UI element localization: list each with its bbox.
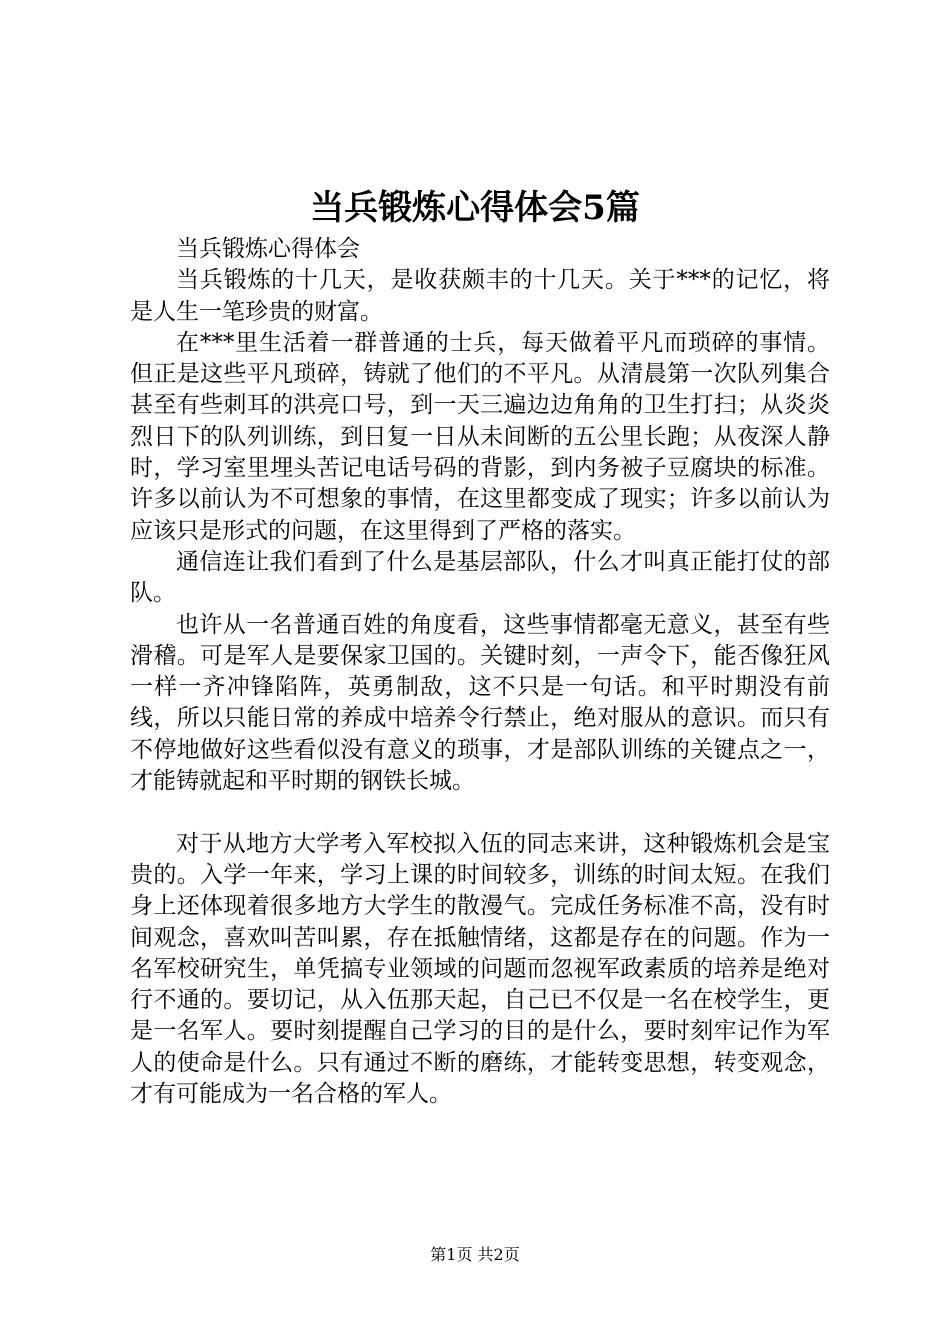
document-body [130, 234, 830, 1110]
paragraph: 通信连让我们看到了什么是基层部队，什么才叫真正能打仗的部队。 [130, 548, 830, 607]
document-title: 当兵锻炼心得体会5篇 [310, 188, 640, 228]
paragraph: 也许从一名普通百姓的角度看，这些事情都毫无意义，甚至有些滑稽。可是军人是要保家卫国的。关键时刻，一声令下，能否像狂风一样一齐冲锋陷阵，英勇制敌，这不只是一句话。和平时期没有前线，所以只能日常的养成中培养令行禁止，绝对服从的意识。而只有不停地做好这些看似没有意义的琐事，才是部队训练的关键点之一，才能铸就起和平时期的钢铁长城。 [130, 611, 830, 795]
paragraph: 对于从地方大学考入军校拟入伍的同志来讲，这种锻炼机会是宝贵的。入学一年来，学习上课的时间较多，训练的时间太短。在我们身上还体现着很多地方大学生的散漫气。完成任务标准不高，没有时间观念，喜欢叫苦叫累，存在抵触情绪，这都是存在的问题。作为一名军校研究生，单凭搞专业领域的问题而忽视军政素质的培养是绝对行不通的。要切记，从入伍那天起，自己已不仅是一名在校学生，更是一名军人。要时刻提醒自己学习的目的是什么，要时刻牢记作为军人的使命是什么。只有通过不断的磨练，才能转变思想，转变观念，才有可能成为一名合格的军人。 [130, 830, 830, 1108]
paragraph-subtitle: 当兵锻炼心得体会 [176, 236, 360, 262]
paragraph: 在***里生活着一群普通的士兵，每天做着平凡而琐碎的事情。但正是这些平凡琐碎，铸就了他们的不平凡。从清晨第一次队列集合甚至有些刺耳的洪亮口号，到一天三遍边边角角的卫生打扫；从炎炎烈日下的队列训练，到日复一日从未间断的五公里长跑；从夜深人静时，学习室里埋头苦记电话号码的背影，到内务被子豆腐块的标准。许多以前认为不可想象的事情，在这里都变成了现实；许多以前认为应该只是形式的问题，在这里得到了严格的落实。 [130, 329, 830, 544]
paragraph: 当兵锻炼的十几天，是收获颇丰的十几天。关于***的记忆，将是人生一笔珍贵的财富。 [130, 267, 830, 325]
page-footer: 第1页 共2页 [430, 1245, 520, 1264]
